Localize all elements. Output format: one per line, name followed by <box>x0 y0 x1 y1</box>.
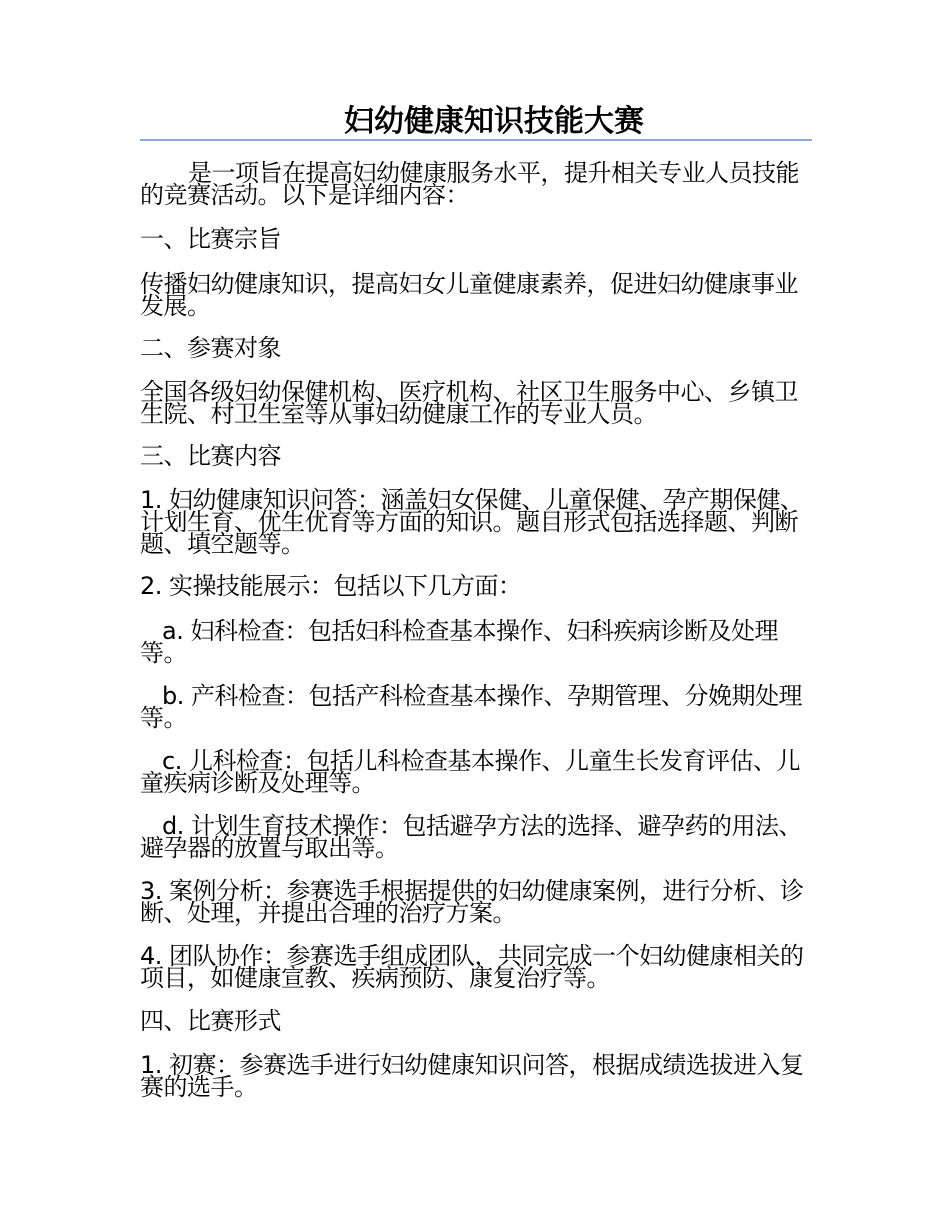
format-item-preliminary: 1. 初赛：参赛选手进行妇幼健康知识问答，根据成绩选拔进入复赛的选手。 <box>140 1051 804 1101</box>
section-heading-content: 三、比赛内容 <box>140 442 281 470</box>
content-item-case-analysis: 3. 案例分析：参赛选手根据提供的妇幼健康案例，进行分析、诊断、处理，并提出合理的治疗方案。 <box>140 877 804 927</box>
content-item-knowledge-quiz: 1. 妇幼健康知识问答：涵盖妇女保健、儿童保健、孕产期保健、计划生育、优生优育等方面的知识。题目形式包括选择题、判断题、填空题等。 <box>140 486 804 558</box>
section-heading-purpose: 一、比赛宗旨 <box>140 225 281 253</box>
purpose-paragraph: 传播妇幼健康知识，提高妇女儿童健康素养，促进妇幼健康事业发展。 <box>140 270 798 320</box>
content-item-practical-skills: 2. 实操技能展示：包括以下几方面： <box>140 572 522 600</box>
content-subitem-pediatrics: c. 儿科检查：包括儿科检查基本操作、儿童生长发育评估、儿童疾病诊断及处理等。 <box>140 747 800 797</box>
content-subitem-obstetrics: b. 产科检查：包括产科检查基本操作、孕期管理、分娩期处理等。 <box>140 682 802 732</box>
content-item-teamwork: 4. 团队协作：参赛选手组成团队，共同完成一个妇幼健康相关的项目，如健康宣教、疾病预防、康复治疗等。 <box>140 942 804 992</box>
content-subitem-family-planning: d. 计划生育技术操作：包括避孕方法的选择、避孕药的用法、避孕器的放置与取出等。 <box>140 812 802 862</box>
content-subitem-gynecology: a. 妇科检查：包括妇科检查基本操作、妇科疾病诊断及处理等。 <box>140 617 778 667</box>
participants-paragraph: 全国各级妇幼保健机构、医疗机构、社区卫生服务中心、乡镇卫生院、村卫生室等从事妇幼健康工作的专业人员。 <box>140 378 798 428</box>
intro-paragraph: 是一项旨在提高妇幼健康服务水平，提升相关专业人员技能的竞赛活动。以下是详细内容： <box>140 159 799 209</box>
document-title: 妇幼健康知识技能大赛 <box>344 104 644 139</box>
section-heading-participants: 二、参赛对象 <box>140 334 281 362</box>
section-heading-format: 四、比赛形式 <box>140 1007 281 1035</box>
title-underline <box>140 139 812 141</box>
